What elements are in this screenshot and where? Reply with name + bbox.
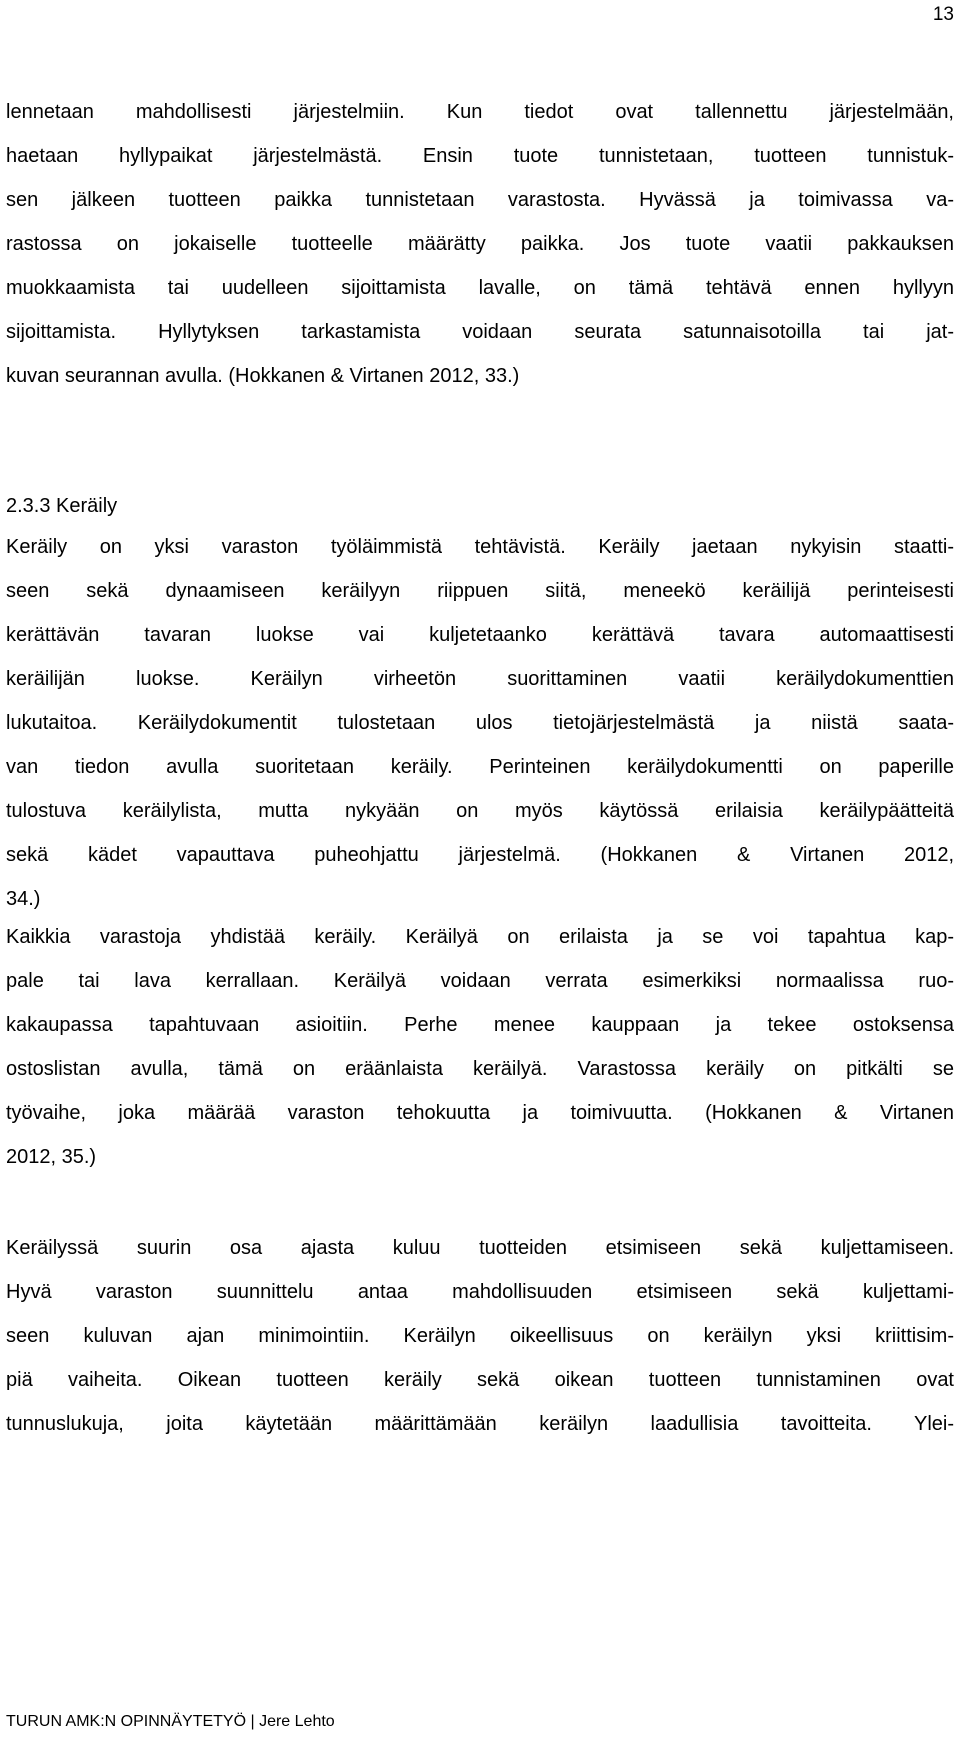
paragraph-line: Hyvä varaston suunnittelu antaa mahdollisuuden etsimiseen sekä kuljettami- [6,1281,954,1303]
section-heading: 2.3.3 Keräily [6,495,118,517]
paragraph-warehousing [6,90,954,398]
paragraph-line: työvaihe, joka määrää varaston tehokuutta ja toimivuutta. (Hokkanen & Virtanen [6,1102,954,1124]
paragraph-line: rastossa on jokaiselle tuotteelle määrätty paikka. Jos tuote vaatii pakkauksen [6,233,954,255]
paragraph-line: pale tai lava kerrallaan. Keräilyä voidaan verrata esimerkiksi normaalissa ruo- [6,970,954,992]
page-number: 13 [932,4,954,25]
paragraph-line: seen kuluvan ajan minimointiin. Keräilyn oikeellisuus on keräilyn yksi kriittisim- [6,1325,954,1347]
paragraph-line: Keräily on yksi varaston työläimmistä tehtävistä. Keräily jaetaan nykyisin staatti- [6,536,954,558]
paragraph-line: kerättävän tavaran luokse vai kuljetetaanko kerättävä tavara automaattisesti [6,624,954,646]
paragraph-line: ostoslistan avulla, tämä on eräänlaista keräilyä. Varastossa keräily on pitkälti se [6,1058,954,1080]
paragraph-line: sekä kädet vapauttava puheohjattu järjestelmä. (Hokkanen & Virtanen 2012, [6,844,954,866]
paragraph-line: sen jälkeen tuotteen paikka tunnistetaan varastosta. Hyvässä ja toimivassa va- [6,189,954,211]
paragraph-line: Keräilyssä suurin osa ajasta kuluu tuotteiden etsimiseen sekä kuljettamiseen. [6,1237,954,1259]
paragraph-line: keräilijän luokse. Keräilyn virheetön suorittaminen vaatii keräilydokumenttien [6,668,954,690]
paragraph-line: Kaikkia varastoja yhdistää keräily. Keräilyä on erilaista ja se voi tapahtua kap- [6,926,954,948]
paragraph-line: van tiedon avulla suoritetaan keräily. Perinteinen keräilydokumentti on paperille [6,756,954,778]
paragraph-line: kakaupassa tapahtuvaan asioitiin. Perhe menee kauppaan ja tekee ostoksensa [6,1014,954,1036]
paragraph-line: sijoittamista. Hyllytyksen tarkastamista voidaan seurata satunnaisotoilla tai jat- [6,321,954,343]
paragraph-line: 2012, 35.) [6,1146,97,1168]
paragraph-line: lukutaitoa. Keräilydokumentit tulostetaan ulos tietojärjestelmästä ja niistä saata- [6,712,954,734]
paragraph-line: lennetaan mahdollisesti järjestelmiin. Kun tiedot ovat tallennettu järjestelmään, [6,101,954,123]
paragraph-line: muokkaamista tai uudelleen sijoittamista lavalle, on tämä tehtävä ennen hyllyyn [6,277,954,299]
paragraph-line: seen sekä dynaamiseen keräilyyn riippuen siitä, meneekö keräilijä perinteisesti [6,580,954,602]
paragraph-line: tulostuva keräilylista, mutta nykyään on myös käytössä erilaisia keräilypäätteitä [6,800,954,822]
paragraph-line: haetaan hyllypaikat järjestelmästä. Ensin tuote tunnistetaan, tuotteen tunnistuk- [6,145,954,167]
paragraph-picking-all-warehouses [6,915,954,1179]
paragraph-line: 34.) [6,888,41,910]
paragraph-picking-intro [6,525,954,921]
page-footer: TURUN AMK:N OPINNÄYTETYÖ | Jere Lehto [6,1713,335,1730]
paragraph-picking-time [6,1226,954,1446]
paragraph-line: tunnuslukuja, joita käytetään määrittämään keräilyn laadullisia tavoitteita. Ylei- [6,1413,954,1435]
paragraph-line: kuvan seurannan avulla. (Hokkanen & Virtanen 2012, 33.) [6,365,520,387]
paragraph-line: piä vaiheita. Oikean tuotteen keräily sekä oikean tuotteen tunnistaminen ovat [6,1369,954,1391]
